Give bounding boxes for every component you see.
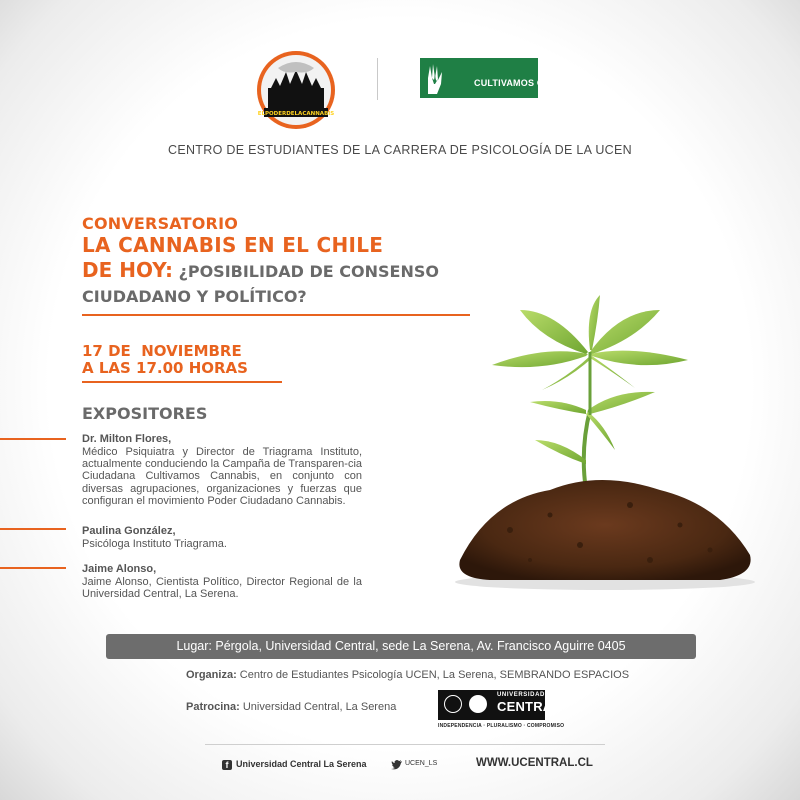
plant-seedling-image: [430, 290, 770, 590]
speakers-heading: EXPOSITORES: [82, 404, 208, 423]
patrocina-line: [186, 701, 396, 713]
speaker-name-3: Jaime Alonso,: [82, 563, 157, 575]
organiza-label: Organiza:: [186, 669, 237, 681]
twitter-handle[interactable]: UCEN_LS: [405, 760, 438, 767]
facebook-icon: f: [222, 760, 232, 770]
logo-left-label: ELPODERDELACANNABIS: [257, 111, 335, 117]
patrocina-value: Universidad Central, La Serena: [239, 701, 397, 713]
event-time: A LAS 17.00 HORAS: [82, 359, 248, 377]
logo-divider: [377, 58, 378, 100]
globe-icon: [444, 695, 462, 713]
speaker-marker-1: [0, 438, 66, 440]
cultivamos-logo-text: CULTIVAMOS CANNABIS.cl: [474, 78, 597, 88]
date-divider: [82, 381, 282, 383]
facebook-link[interactable]: Universidad Central La Serena: [236, 759, 367, 769]
event-title-line2: [82, 258, 439, 282]
hand-leaf-icon: [420, 58, 460, 98]
venue-text: Lugar: Pérgola, Universidad Central, sede La Serena, Av. Francisco Aguirre 0405: [176, 639, 626, 653]
event-title-line1: LA CANNABIS EN EL CHILE: [82, 233, 384, 257]
event-title-line2-a: DE HOY:: [82, 258, 173, 282]
patrocina-label: Patrocina:: [186, 701, 240, 713]
speaker-desc-2: Psicóloga Instituto Triagrama.: [82, 538, 227, 550]
speaker-desc-1: Médico Psiquiatra y Director de Triagrama Instituto, actualmente conduciendo la Campaña de Transparen-cia Ciudadana Cultivamos Cannabis, en conjunto con diversas agrupaciones, organizaciones y fuerzas que configuran el movimiento Poder Ciudadano Cannabis.: [82, 446, 362, 507]
footer-divider: [205, 744, 605, 745]
event-date: 17 DE NOVIEMBRE: [82, 342, 242, 360]
organiza-value: Centro de Estudiantes Psicología UCEN, La Serena, SEMBRANDO ESPACIOS: [236, 669, 630, 681]
event-title-line2-b: ¿POSIBILIDAD DE CONSENSO: [173, 262, 439, 281]
event-kicker: CONVERSATORIO: [82, 214, 239, 233]
ucen-logo-top: UNIVERSIDAD: [497, 692, 545, 698]
organiza-line: [186, 669, 629, 681]
speaker-marker-2: [0, 528, 66, 530]
speaker-name-2: Paulina González,: [82, 525, 176, 537]
twitter-icon: [391, 759, 403, 770]
ucen-logo-tagline: INDEPENDENCIA · PLURALISMO · COMPROMISO: [438, 723, 565, 729]
circle-icon: [469, 695, 487, 713]
ucen-logo-main: CENTRAL: [497, 699, 561, 714]
speaker-marker-3: [0, 567, 66, 569]
speaker-name-1: Dr. Milton Flores,: [82, 433, 172, 445]
poder-cannabis-logo: [256, 50, 336, 130]
organizer-header: CENTRO DE ESTUDIANTES DE LA CARRERA DE PSICOLOGÍA DE LA UCEN: [168, 143, 632, 157]
title-divider: [82, 314, 470, 316]
event-title-line3: CIUDADANO Y POLÍTICO?: [82, 287, 307, 306]
speaker-desc-3: Jaime Alonso, Cientista Político, Director Regional de la Universidad Central, La Serena.: [82, 576, 362, 601]
website-link[interactable]: WWW.UCENTRAL.CL: [476, 757, 593, 769]
